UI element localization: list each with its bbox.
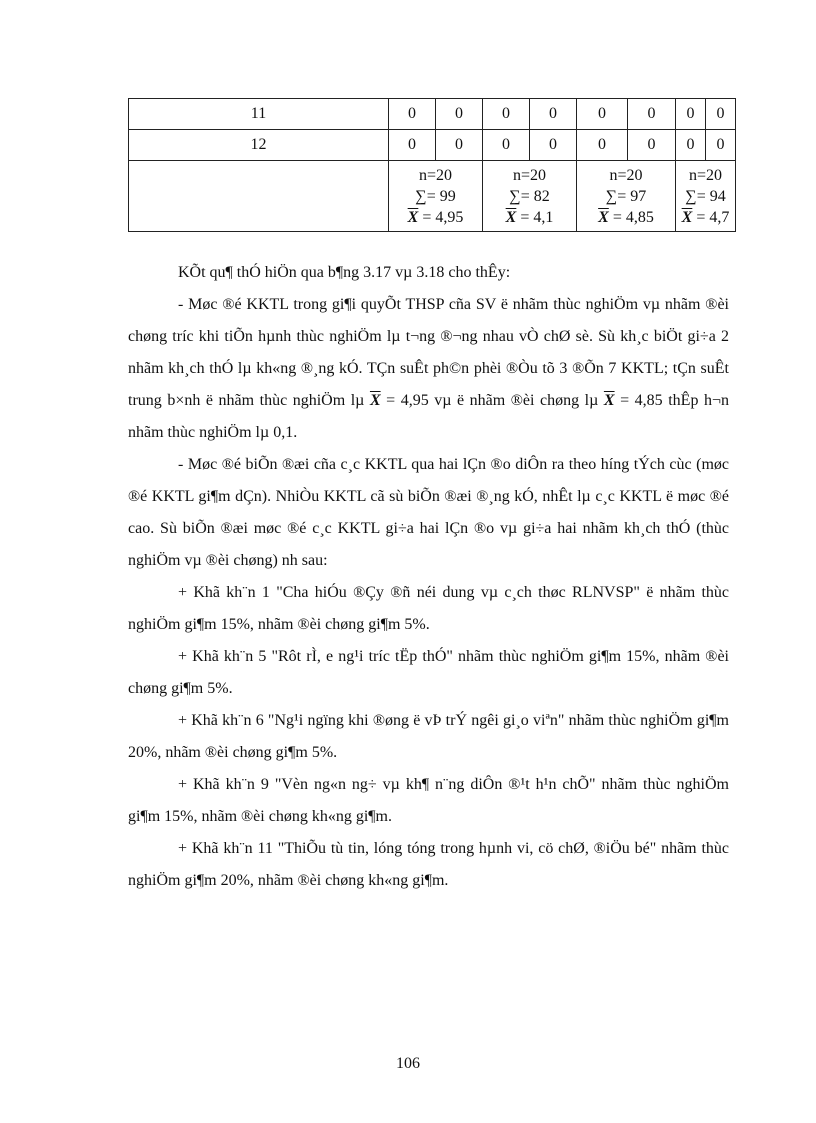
- table-cell: 0: [676, 130, 706, 161]
- table-cell: 0: [706, 99, 736, 130]
- paragraph: + Khã kh¨n 5 "Rôt rÌ, e ng¹i tríc tËp thÓ" nhãm thùc nghiÖm gi¶m 15%, nhãm ®èi chøng gi¶m 5%.: [128, 648, 729, 697]
- stat-n: n=20: [688, 166, 723, 184]
- table-cell: 0: [628, 99, 676, 130]
- mean-symbol: $\overline{X}$: [369, 392, 381, 409]
- stat-n: n=20: [512, 166, 547, 184]
- stat-n: n=20: [418, 166, 453, 184]
- table-cell: 0: [676, 99, 706, 130]
- row-label: 12: [129, 130, 389, 161]
- table-row: [129, 99, 736, 130]
- stats-label-cell: [129, 161, 389, 232]
- table-cell: 0: [436, 99, 483, 130]
- page-number: 106: [396, 1055, 420, 1072]
- stats-cell: [483, 161, 577, 232]
- stat-mean: [389, 207, 482, 228]
- mean-value: = 4,1: [516, 208, 554, 226]
- mean-symbol: $\overline{X}$: [505, 208, 517, 226]
- stat-mean: [483, 207, 576, 228]
- table-cell: 0: [483, 130, 530, 161]
- stats-cell: [676, 161, 736, 232]
- paragraph: + Khã kh¨n 1 "Cha hiÓu ®Çy ®ñ néi dung vµ c¸ch thøc RLNVSP" ë nhãm thùc nghiÖm gi¶m 15%, nhãm ®èi chøng gi¶m 5%.: [128, 584, 729, 633]
- table-stats-row: [129, 161, 736, 232]
- stat-mean: [577, 207, 675, 228]
- table-cell: 0: [706, 130, 736, 161]
- paragraph: - Møc ®é biÕn ®æi cña c¸c KKTL qua hai lÇn ®o diÔn ra theo híng tÝch cùc (møc ®é KKTL gi¶m dÇn). NhiÒu KKTL cã sù biÕn ®æi ®¸ng kÓ, nhÊt lµ c¸c KKTL ë møc ®é cao. Sù biÕn ®æi møc ®é c¸c KKTL gi÷a hai lÇn ®o vµ gi÷a hai nhãm kh¸ch thÓ (thùc nghiÖm vµ ®èi chøng) nh sau:: [128, 456, 729, 569]
- stats-cell: [577, 161, 676, 232]
- mean-value: = 4,7: [692, 208, 730, 226]
- table-cell: 0: [483, 99, 530, 130]
- paragraph: [128, 289, 729, 449]
- table-cell: 0: [530, 99, 577, 130]
- mean-symbol: $\overline{X}$: [407, 208, 419, 226]
- results-table: [128, 98, 736, 232]
- table-cell: 0: [436, 130, 483, 161]
- paragraph: KÕt qu¶ thÓ hiÖn qua b¶ng 3.17 vµ 3.18 cho thÊy:: [178, 264, 511, 281]
- mean-symbol: $\overline{X}$: [681, 208, 693, 226]
- stat-sum: ∑= 94: [685, 187, 726, 205]
- stat-sum: ∑= 97: [605, 187, 647, 205]
- mean-value: = 4,85: [608, 208, 654, 226]
- table-cell: 0: [389, 99, 436, 130]
- paragraph-text: - Møc ®é KKTL trong gi¶i quyÕt THSP cña SV ë nhãm thùc nghiÖm vµ nhãm ®èi chøng tríc khi tiÕn hµnh thùc nghiÖm lµ t¬ng ®¬ng nhau vÒ chØ sè. Sù kh¸c biÖt gi÷a 2 nhãm kh¸ch thÓ lµ kh«ng ®¸ng kÓ. TÇn suÊt ph©n phèi ®Òu tõ 3 ®Õn 7 KKTL; tÇn suÊt trung b×nh ë nhãm thùc nghiÖm lµ: [128, 296, 729, 409]
- table-cell: 0: [577, 99, 628, 130]
- mean-symbol: $\overline{X}$: [603, 392, 615, 409]
- stat-sum: ∑= 99: [415, 187, 456, 205]
- mean-symbol: $\overline{X}$: [598, 208, 609, 226]
- stats-cell: [389, 161, 483, 232]
- mean-value: = 4,95: [418, 208, 464, 226]
- table-cell: 0: [628, 130, 676, 161]
- body-text: [128, 257, 729, 897]
- table-row: [129, 130, 736, 161]
- stat-sum: ∑= 82: [509, 187, 550, 205]
- paragraph: + Khã kh¨n 11 "ThiÕu tù tin, lóng tóng trong hµnh vi, cö chØ, ®iÖu bé" nhãm thùc nghiÖm gi¶m 20%, nhãm ®èi chøng kh«ng gi¶m.: [128, 840, 729, 889]
- stat-n: n=20: [609, 166, 643, 184]
- row-label: 11: [129, 99, 389, 130]
- paragraph: + Khã kh¨n 6 "Ng¹i ngïng khi ®øng ë vÞ trÝ ngêi gi¸o viªn" nhãm thùc nghiÖm gi¶m 20%, nhãm ®èi chøng gi¶m 5%.: [128, 712, 729, 761]
- results-table-fragment: [128, 98, 736, 232]
- table-cell: 0: [577, 130, 628, 161]
- paragraph-text: = 4,95 vµ ë nhãm ®èi chøng lµ: [380, 392, 604, 409]
- table-cell: 0: [530, 130, 577, 161]
- stat-mean: [676, 207, 735, 228]
- table-cell: 0: [389, 130, 436, 161]
- paragraph-text: = 4,85 thÊp h¬n nhãm thùc nghiÖm lµ 0,1.: [128, 392, 730, 441]
- paragraph: + Khã kh¨n 9 "Vèn ng«n ng÷ vµ kh¶ n¨ng diÔn ®¹t h¹n chÕ" nhãm thùc nghiÖm gi¶m 15%, nhãm ®èi chøng kh«ng gi¶m.: [128, 776, 729, 825]
